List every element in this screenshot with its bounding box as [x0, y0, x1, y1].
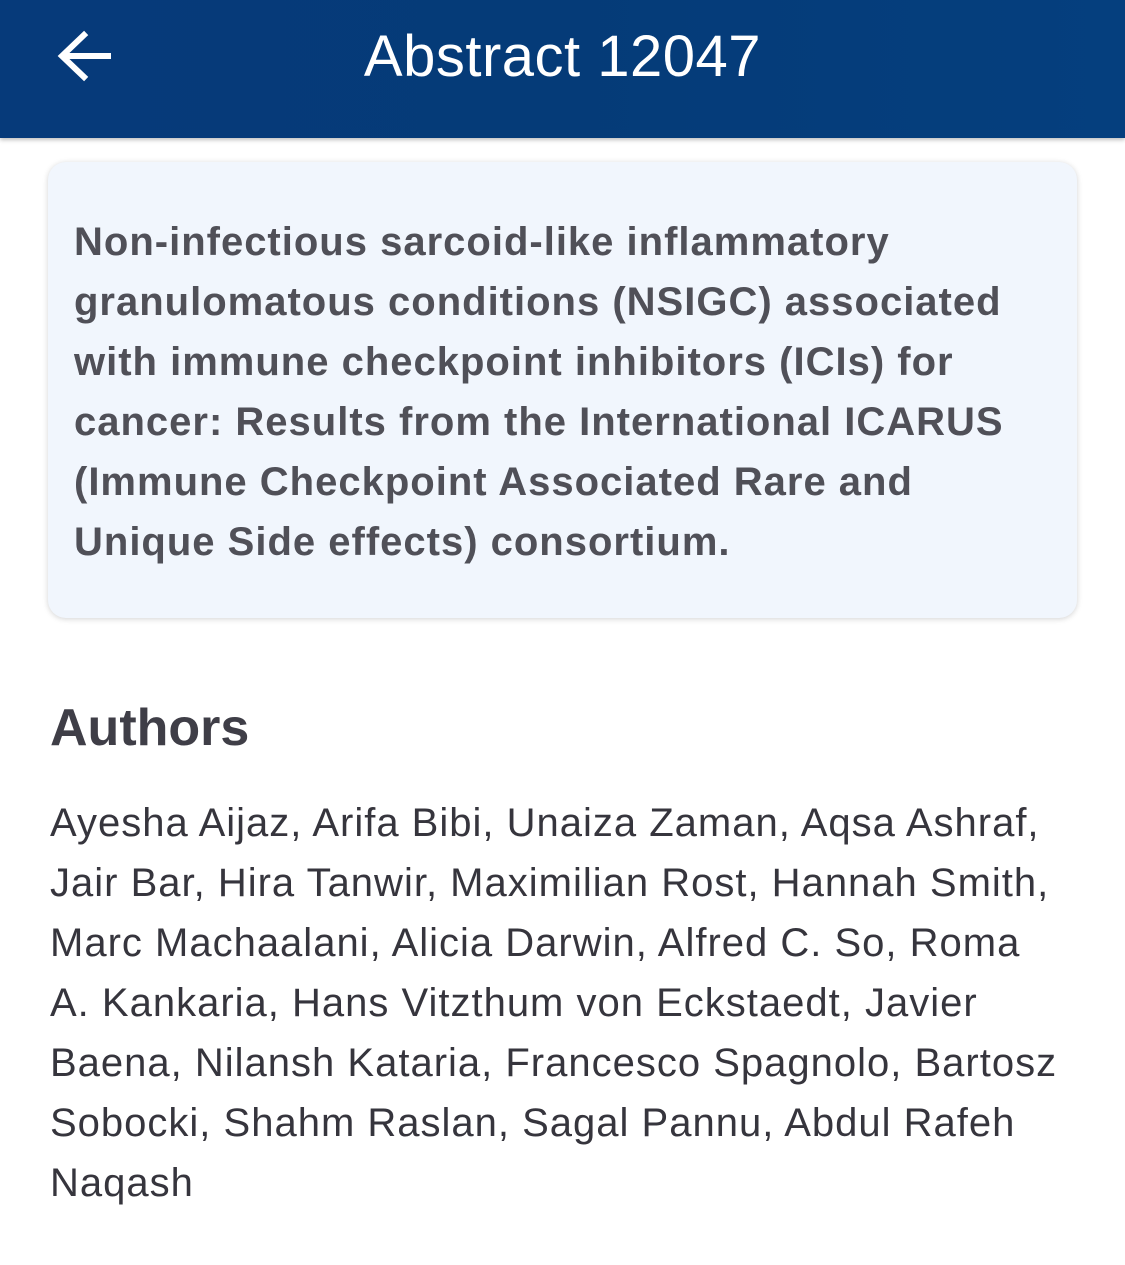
authors-heading: Authors [50, 699, 250, 757]
app-bar [0, 0, 1125, 138]
abstract-title: Non-infectious sarcoid-like inflammatory granulomatous conditions (NSIGC) associated with immune checkpoint inhibitors (ICIs) for cancer: Results from the International ICARUS (Immune Checkpoint Associated Rare and Unique Side effects) consortium. [74, 220, 1004, 564]
authors-list: Ayesha Aijaz, Arifa Bibi, Unaiza Zaman, Aqsa Ashraf, Jair Bar, Hira Tanwir, Maximilian Rost, Hannah Smith, Marc Machaalani, Alicia Darwin, Alfred C. So, Roma A. Kankaria, Hans Vitzthum von Eckstaedt, Javier Baena, Nilansh Kataria, Francesco Spagnolo, Bartosz Sobocki, Shahm Raslan, Sagal Pannu, Abdul Rafeh Naqash [50, 801, 1058, 1205]
abstract-title-card [48, 162, 1077, 618]
page-title: Abstract 12047 [363, 24, 762, 89]
